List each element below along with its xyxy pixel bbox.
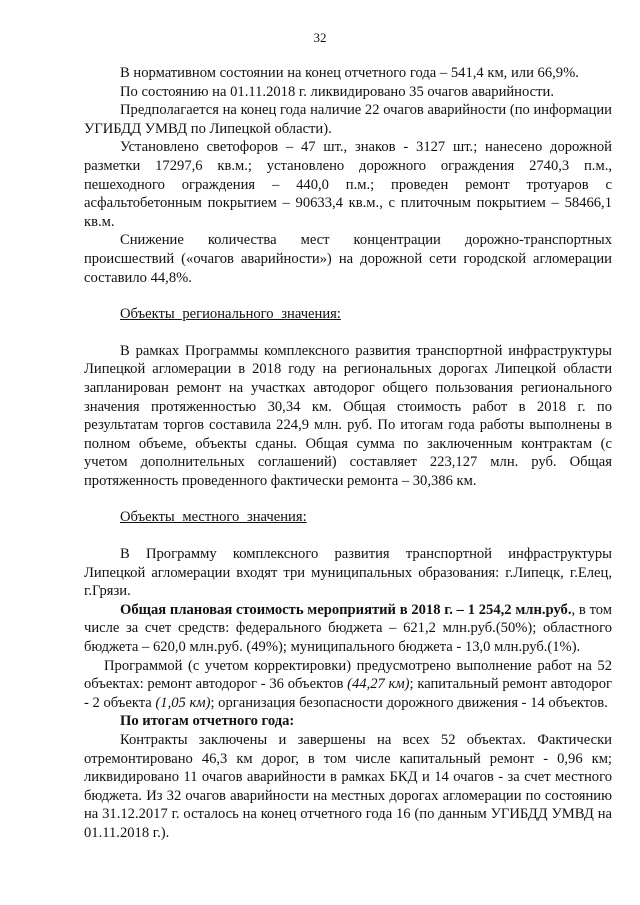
program-works-part-a: Программой (с учетом корректировки) предусмотрено выполнение работ на 52 объектах: ремонт автодорог - 36 объектов [84, 657, 612, 693]
planned-cost-breakdown: , в том числе за счет средств: федерального бюджета – 621,2 млн.руб.(50%); областного бюджета – 620,0 млн.руб. (49%); муниципального бюджета - 13,0 млн.руб.(1%). [84, 601, 613, 656]
regional-objects-heading: Объекты регионального значения: [120, 306, 341, 323]
paragraph-installed-equipment: Установлено светофоров – 47 шт., знаков - 3127 шт.; нанесено дорожной разметки 17297,6 кв.м.; установлено дорожного ограждения 2740,3 п.м., пешеходного ограждения – 440,0 п.м.; проведен ремонт тротуаров с асфальтобетонным покрытием – 90633,4 кв.м., с плиточным покрытием – 58466,1 кв.м. [84, 139, 612, 230]
paragraph-results: Контракты заключены и завершены на всех 52 объектах. Фактически отремонтировано 46,3 км дорог, в том числе капитальный ремонт - 0,96 км; ликвидировано 11 очагов аварийности в рамках БКД и 14 очагов - за счет местного бюджета. Из 32 очагов аварийности на местных дорогах агломерации по состоянию на 31.12.2017 г. осталось на конец отчетного года 16 (по данным УГИБДД УМВД на 01.11.2018 г.). [84, 732, 612, 841]
program-works-part-c: ; организация безопасности дорожного движения - 14 объектов. [210, 694, 608, 711]
local-objects-heading: Объекты местного значения: [120, 509, 307, 526]
paragraph-program-works [84, 657, 612, 713]
paragraph-local-intro: В Программу комплексного развития транспортной инфраструктуры Липецкой агломерации входят три муниципальных образования: г.Липецк, г.Елец, г.Грязи. [84, 546, 612, 600]
paragraph-normative-state: В нормативном состоянии на конец отчетного года – 541,4 км, или 66,9%. [120, 65, 579, 81]
paragraph-regional-objects: В рамках Программы комплексного развития транспортной инфраструктуры Липецкой агломерации в 2018 году на региональных дорогах Липецкой области запланирован ремонт на участках автодорог общего пользования регионального значения протяженностью 30,34 км. Общая стоимость работ в 2018 г. по результатам торгов составила 224,9 млн. руб. По итогам года работы выполнены в полном объеме, объекты сданы. Общая сумма по заключенным контрактам (с учетом дополнительных соглашений) составляет 223,127 млн. руб. Общая протяженность проведенного фактически ремонта – 30,386 км. [84, 342, 612, 489]
paragraph-planned-cost [84, 601, 612, 657]
program-works-km-2: (1,05 км) [155, 694, 211, 711]
paragraph-expected-spots: Предполагается на конец года наличие 22 очагов аварийности (по информации УГИБДД УМВД по Липецкой области). [84, 102, 612, 137]
planned-cost-bold: Общая плановая стоимость мероприятий в 2018 г. – 1 254,2 млн.руб. [120, 601, 572, 618]
program-works-part-b: ; капитальный ремонт автодорог - 2 объекта [84, 676, 612, 711]
page-number: 32 [313, 30, 327, 45]
results-heading: По итогам отчетного года: [120, 713, 295, 730]
paragraph-liquidated-spots: По состоянию на 01.11.2018 г. ликвидировано 35 очагов аварийности. [120, 83, 554, 100]
paragraph-accident-reduction: Снижение количества мест концентрации дорожно-транспортных происшествий («очагов аварийности») на дорожной сети городской агломерации составило 44,8%. [84, 232, 612, 286]
program-works-km-1: (44,27 км) [347, 676, 410, 693]
